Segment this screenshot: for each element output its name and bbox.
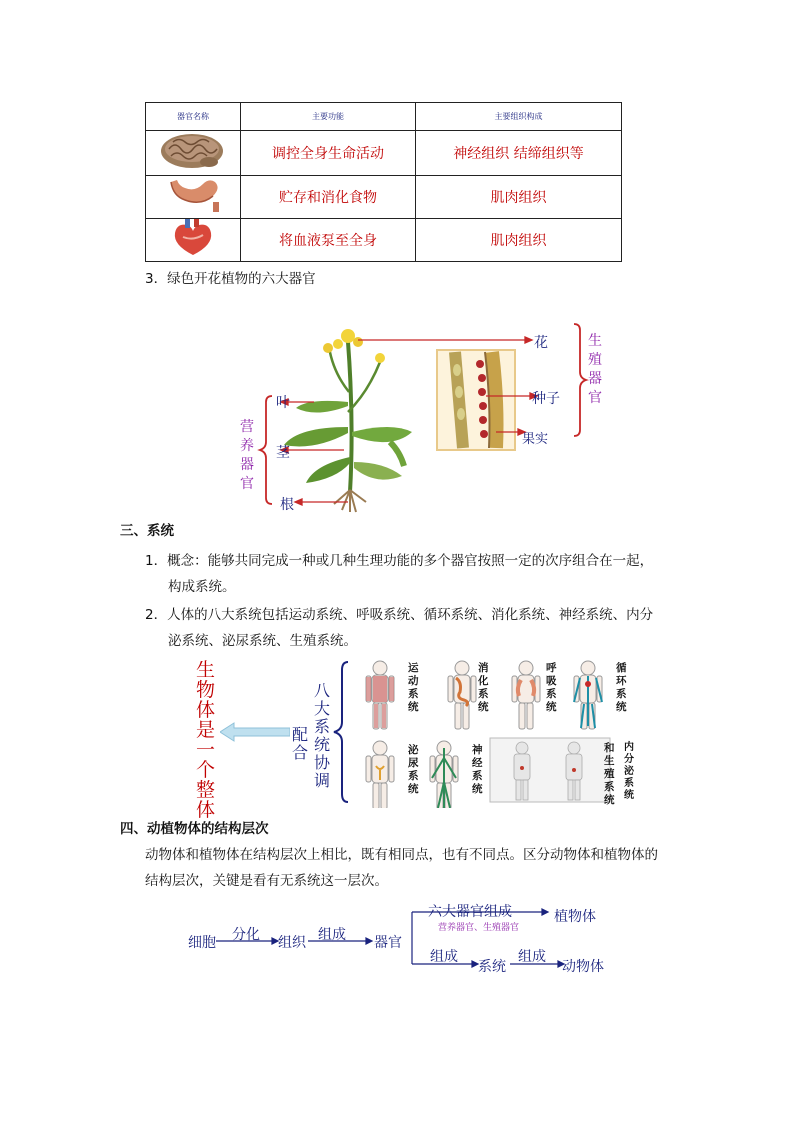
levels-text-1: 动物体和植物体在结构层次上相比，既有相同点，也有不同点。区分动物体和植物体的 [145,847,658,863]
six-organs-label: 六大器官组成 [428,904,512,920]
levels-text-2: 结构层次，关键是看有无系统这一层次。 [145,873,388,889]
circulatory-system-label: 循环系统 [616,662,627,713]
system-concept: 1．概念：能够共同完成一种或几种生理功能的多个器官按照一定的次序组合在一起， [145,553,654,569]
organism-whole-label: 生物体是一个整体 [196,659,216,821]
differentiate-label: 分化 [232,927,260,943]
label-seed: 种子 [532,391,560,407]
system-list: 2．人体的八大系统包括运动系统、呼吸系统、循环系统、消化系统、神经系统、内分 [145,607,654,623]
plant-illustration [230,322,630,514]
left-arrow-icon [220,722,290,742]
organ-label: 器官 [374,935,402,951]
tissue-label: 组织 [278,935,306,951]
body-systems-figures [362,658,642,808]
label-root: 根 [280,497,294,513]
brain-image [146,131,241,176]
urinary-system-label: 泌尿系统 [408,744,419,795]
stomach-function: 贮存和消化食物 [241,176,416,219]
label-leaf: 叶 [276,395,290,411]
header-function: 主要功能 [241,103,416,131]
vegetative-organs-label: 营养器官 [240,419,254,492]
eight-systems-label: 八大系统协调 [314,681,331,790]
nervous-system-label: 神经系统 [472,744,483,795]
compose-label-1: 组成 [318,927,346,943]
reproductive-system-label: 和生殖系统 [604,742,615,806]
organ-types-label: 营养器官、生殖器官 [438,923,520,933]
heart-image [146,219,241,262]
digestive-system-label: 消化系统 [478,662,489,713]
respiratory-system-label: 呼吸系统 [546,662,557,713]
stomach-tissue: 肌肉组织 [416,176,622,219]
systems-diagram [180,656,640,821]
brain-tissue: 神经组织 结缔组织等 [416,131,622,176]
cooperate-label: 配合 [292,725,309,762]
reproductive-organs-label: 生殖器官 [588,333,602,406]
levels-heading: 四、动植物体的结构层次 [120,821,269,837]
label-flower: 花 [534,335,548,351]
cell-label: 细胞 [188,935,216,951]
heart-tissue: 肌肉组织 [416,219,622,262]
brain-function: 调控全身生命活动 [241,131,416,176]
system-heading: 三、系统 [120,523,174,539]
plant-label: 植物体 [554,909,596,925]
organ-table [145,102,622,262]
label-fruit: 果实 [522,432,549,447]
animal-label: 动物体 [562,959,604,975]
heart-function: 将血液泵至全身 [241,219,416,262]
header-tissue: 主要组织构成 [416,103,622,131]
compose-label-2: 组成 [430,949,458,965]
motor-system-label: 运动系统 [408,662,419,713]
endocrine-system-label: 内分泌系统 [624,742,634,801]
system-list-cont: 泌系统、泌尿系统、生殖系统。 [168,633,357,649]
plant-organ-diagram [230,322,630,514]
system-concept-cont: 构成系统。 [168,579,236,595]
system-label: 系统 [478,959,506,975]
label-stem: 茎 [276,445,290,461]
levels-flow-diagram [180,898,620,982]
stomach-image [146,176,241,219]
brace-icon [332,660,352,804]
plant-heading: 3．绿色开花植物的六大器官 [145,271,316,287]
header-organ-name: 器官名称 [146,103,241,131]
compose-label-3: 组成 [518,949,546,965]
